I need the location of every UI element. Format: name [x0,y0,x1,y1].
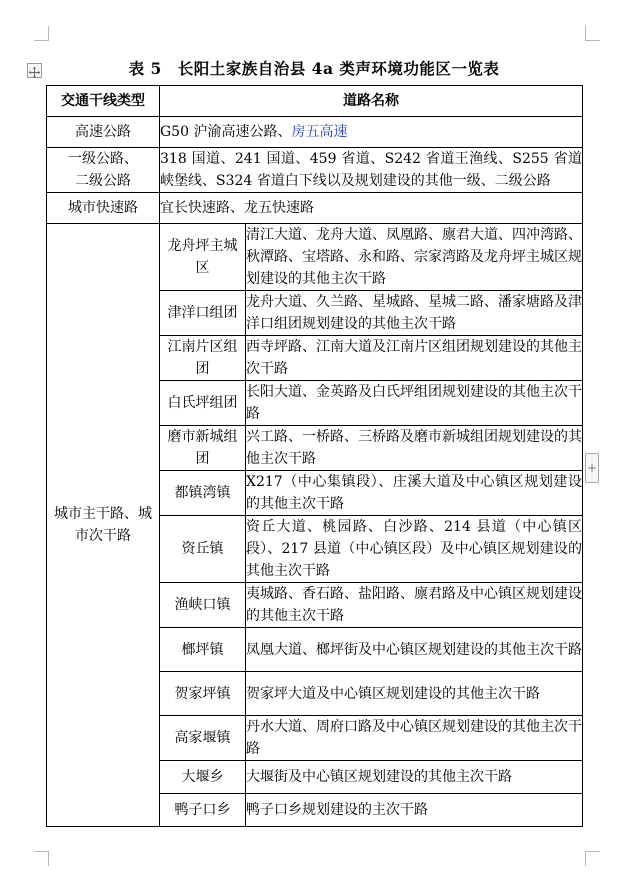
area-text: 江南片区组团 [167,339,238,377]
type-text: 一级公路、二级公路 [68,151,138,189]
names-cell: 宜长快速路、龙五快速路 [160,193,583,224]
names-cell: 长阳大道、金英路及白氏坪组团规划建设的其他主次干路 [246,381,583,426]
area-cell: 高家堰镇 [160,716,246,761]
area-cell [160,381,246,426]
names-cell: 大堰街及中心镇区规划建设的其他主次干路 [246,761,583,794]
area-cell: 鸭子口乡 [160,794,246,827]
plus-icon: + [586,461,598,475]
area-cell: 榔坪镇 [160,628,246,672]
area-cell: 都镇湾镇 [160,471,246,516]
table-row-expressway [47,193,583,224]
type-cell: 高速公路 [47,117,160,148]
page-corner-mark-bottom-right [585,851,600,866]
names-cell: 鸭子口乡规划建设的主次干路 [246,794,583,827]
area-cell: 渔峡口镇 [160,583,246,628]
sound-function-zone-table [46,85,583,827]
area-cell [160,426,246,471]
area-text: 龙舟坪主城区 [167,238,238,276]
header-road-names: 道路名称 [160,86,583,117]
names-cell: 318 国道、241 国道、459 省道、S242 省道王渔线、S255 省道峡堡线、S324 省道白下线以及规划建设的其他一级、二级公路 [160,148,583,193]
table-row-highway [47,117,583,148]
names-cell: 凤凰大道、榔坪街及中心镇区规划建设的其他主次干路 [246,628,583,672]
page-corner-mark-top-right [585,26,600,41]
area-cell: 贺家坪镇 [160,672,246,716]
road-names-text: G50 沪渝高速公路、 [160,124,292,140]
page-corner-mark-top-left [34,26,49,41]
page-corner-mark-bottom-left [34,851,49,866]
area-cell [160,291,246,336]
table-row-trunk-1 [47,224,583,291]
move-arrows-icon [28,66,41,79]
area-cell [160,224,246,291]
area-cell: 资丘镇 [160,516,246,583]
names-cell: 清江大道、龙舟大道、凤凰路、廪君大道、四冲湾路、秋潭路、宝塔路、永和路、宗家湾路及龙舟坪主城区规划建设的其他主次干路 [246,224,583,291]
type-text: 城市主干路、城市次干路 [54,506,152,544]
names-cell [160,117,583,148]
names-cell: 贺家坪大道及中心镇区规划建设的其他主次干路 [246,672,583,716]
header-type: 交通干线类型 [47,86,160,117]
table-header-row [47,86,583,117]
area-cell: 大堰乡 [160,761,246,794]
road-name-link[interactable]: 房五高速 [291,124,348,140]
type-cell-trunk [47,224,160,827]
names-cell: 丹水大道、周府口路及中心镇区规划建设的其他主次干路 [246,716,583,761]
type-cell: 城市快速路 [47,193,160,224]
table-row-grade-roads [47,148,583,193]
names-cell: 龙舟大道、久兰路、星城路、星城二路、潘家塘路及津洋口组团规划建设的其他主次干路 [246,291,583,336]
add-column-button[interactable] [585,453,599,483]
area-text: 津洋口组团 [167,305,238,321]
table-move-handle[interactable] [27,63,42,78]
names-cell: 资丘大道、桃园路、白沙路、214 县道（中心镇区段）、217 县道（中心镇区段）及中心镇区规划建设的其他主次干路 [246,516,583,583]
area-text: 白氏坪组团 [167,395,238,411]
names-cell: 夷城路、香石路、盐阳路、廪君路及中心镇区规划建设的其他主次干路 [246,583,583,628]
names-cell: X217（中心集镇段）、庄溪大道及中心镇区规划建设的其他主次干路 [246,471,583,516]
table-title: 表 5 长阳土家族自治县 4a 类声环境功能区一览表 [128,59,500,78]
type-cell [47,148,160,193]
area-text: 磨市新城组团 [167,429,238,467]
names-cell: 西寺坪路、江南大道及江南片区组团规划建设的其他主次干路 [246,336,583,381]
area-cell [160,336,246,381]
names-cell: 兴工路、一桥路、三桥路及磨市新城组团规划建设的其他主次干路 [246,426,583,471]
